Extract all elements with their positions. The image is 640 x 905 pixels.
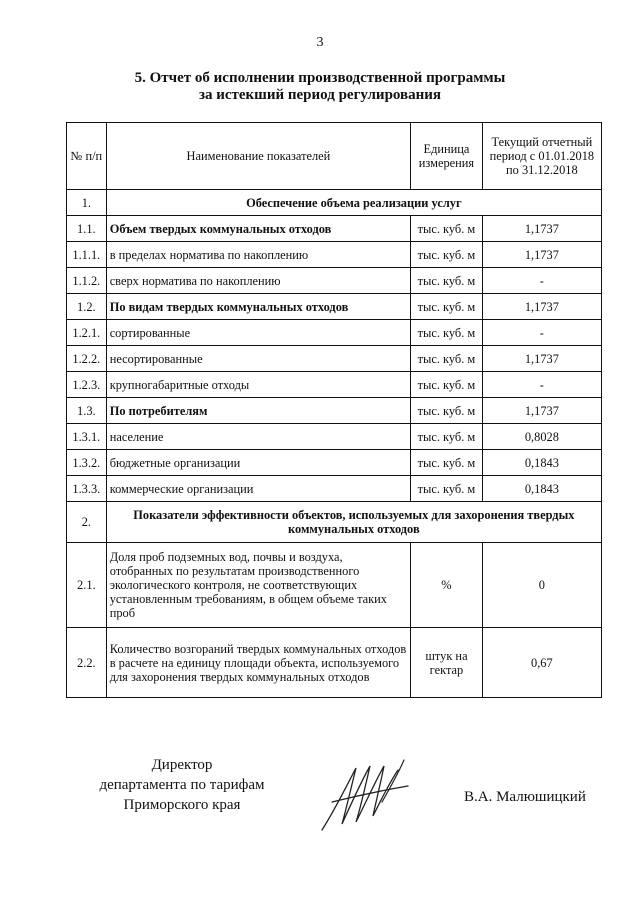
row-unit: тыс. куб. м [411,476,483,502]
row-value: 1,1737 [482,216,601,242]
row-value: 0,1843 [482,450,601,476]
row-num: 1.3. [67,398,107,424]
table-row [67,628,602,698]
row-unit: % [411,543,483,628]
section-row [67,502,602,543]
row-value: 1,1737 [482,398,601,424]
row-value: - [482,372,601,398]
row-unit: тыс. куб. м [411,216,483,242]
row-value: 0,67 [482,628,601,698]
page-number: 3 [316,35,324,50]
section-title: Показатели эффективности объектов, используемых для захоронения твердых коммунальных отходов [106,502,601,543]
row-num: 1.1.2. [67,268,107,294]
row-num: 1.1.1. [67,242,107,268]
row-unit: тыс. куб. м [411,346,483,372]
table-row [67,242,602,268]
row-value: 1,1737 [482,346,601,372]
signatory-position [87,755,277,815]
header-value: Текущий отчетный период с 01.01.2018 по 31.12.2018 [482,123,601,190]
row-unit: тыс. куб. м [411,294,483,320]
row-num: 2.1. [67,543,107,628]
row-value: - [482,320,601,346]
table-row [67,543,602,628]
row-name: сортированные [106,320,410,346]
section-title: Обеспечение объема реализации услуг [106,190,601,216]
row-name: По потребителям [106,398,410,424]
report-title-line-1: 5. Отчет об исполнении производственной программы [134,70,506,86]
table-header-row [67,123,602,190]
row-num: 1.2.2. [67,346,107,372]
table-row [67,372,602,398]
row-unit: тыс. куб. м [411,372,483,398]
table-row [67,398,602,424]
header-name: Наименование показателей [106,123,410,190]
row-unit: тыс. куб. м [411,320,483,346]
row-name: крупногабаритные отходы [106,372,410,398]
row-num: 1.3.2. [67,450,107,476]
row-name: бюджетные организации [106,450,410,476]
signatory-name: В.А. Малюшицкий [464,789,586,805]
row-unit: штук на гектар [411,628,483,698]
row-name: Объем твердых коммунальных отходов [106,216,410,242]
section-num: 2. [67,502,107,543]
row-value: 0,8028 [482,424,601,450]
row-value: 1,1737 [482,294,601,320]
header-num: № п/п [67,123,107,190]
row-num: 1.2. [67,294,107,320]
row-value: 0,1843 [482,476,601,502]
signatory-line-1: Директор [151,757,213,773]
table-row [67,216,602,242]
signatory-line-2: департамента по тарифам [99,777,265,793]
row-unit: тыс. куб. м [411,398,483,424]
signatory-line-3: Приморского края [123,797,241,813]
table-row [67,346,602,372]
row-unit: тыс. куб. м [411,424,483,450]
row-unit: тыс. куб. м [411,268,483,294]
row-num: 2.2. [67,628,107,698]
table-row [67,424,602,450]
table-row [67,294,602,320]
table-row [67,268,602,294]
row-num: 1.3.1. [67,424,107,450]
report-title [0,70,640,104]
table-row [67,450,602,476]
section-row [67,190,602,216]
row-name: сверх норматива по накоплению [106,268,410,294]
row-name: население [106,424,410,450]
row-value: - [482,268,601,294]
row-num: 1.1. [67,216,107,242]
row-name: Доля проб подземных вод, почвы и воздуха, отобранных по результатам производственного экологического контроля, не соответствующих установленным требованиям, в общем объеме таких проб [106,543,410,628]
row-unit: тыс. куб. м [411,242,483,268]
row-value: 1,1737 [482,242,601,268]
row-name: несортированные [106,346,410,372]
report-title-line-2: за истекший период регулирования [198,87,442,103]
section-num: 1. [67,190,107,216]
table-row [67,320,602,346]
handwritten-signature [318,758,413,833]
row-name: Количество возгораний твердых коммунальных отходов в расчете на единицу площади объекта, используемого для захоронения твердых коммунальных отходов [106,628,410,698]
row-num: 1.2.1. [67,320,107,346]
row-name: По видам твердых коммунальных отходов [106,294,410,320]
row-unit: тыс. куб. м [411,450,483,476]
table-row [67,476,602,502]
row-num: 1.2.3. [67,372,107,398]
row-name: коммерческие организации [106,476,410,502]
header-unit: Единица измерения [411,123,483,190]
row-value: 0 [482,543,601,628]
report-table [66,122,602,698]
row-num: 1.3.3. [67,476,107,502]
row-name: в пределах норматива по накоплению [106,242,410,268]
